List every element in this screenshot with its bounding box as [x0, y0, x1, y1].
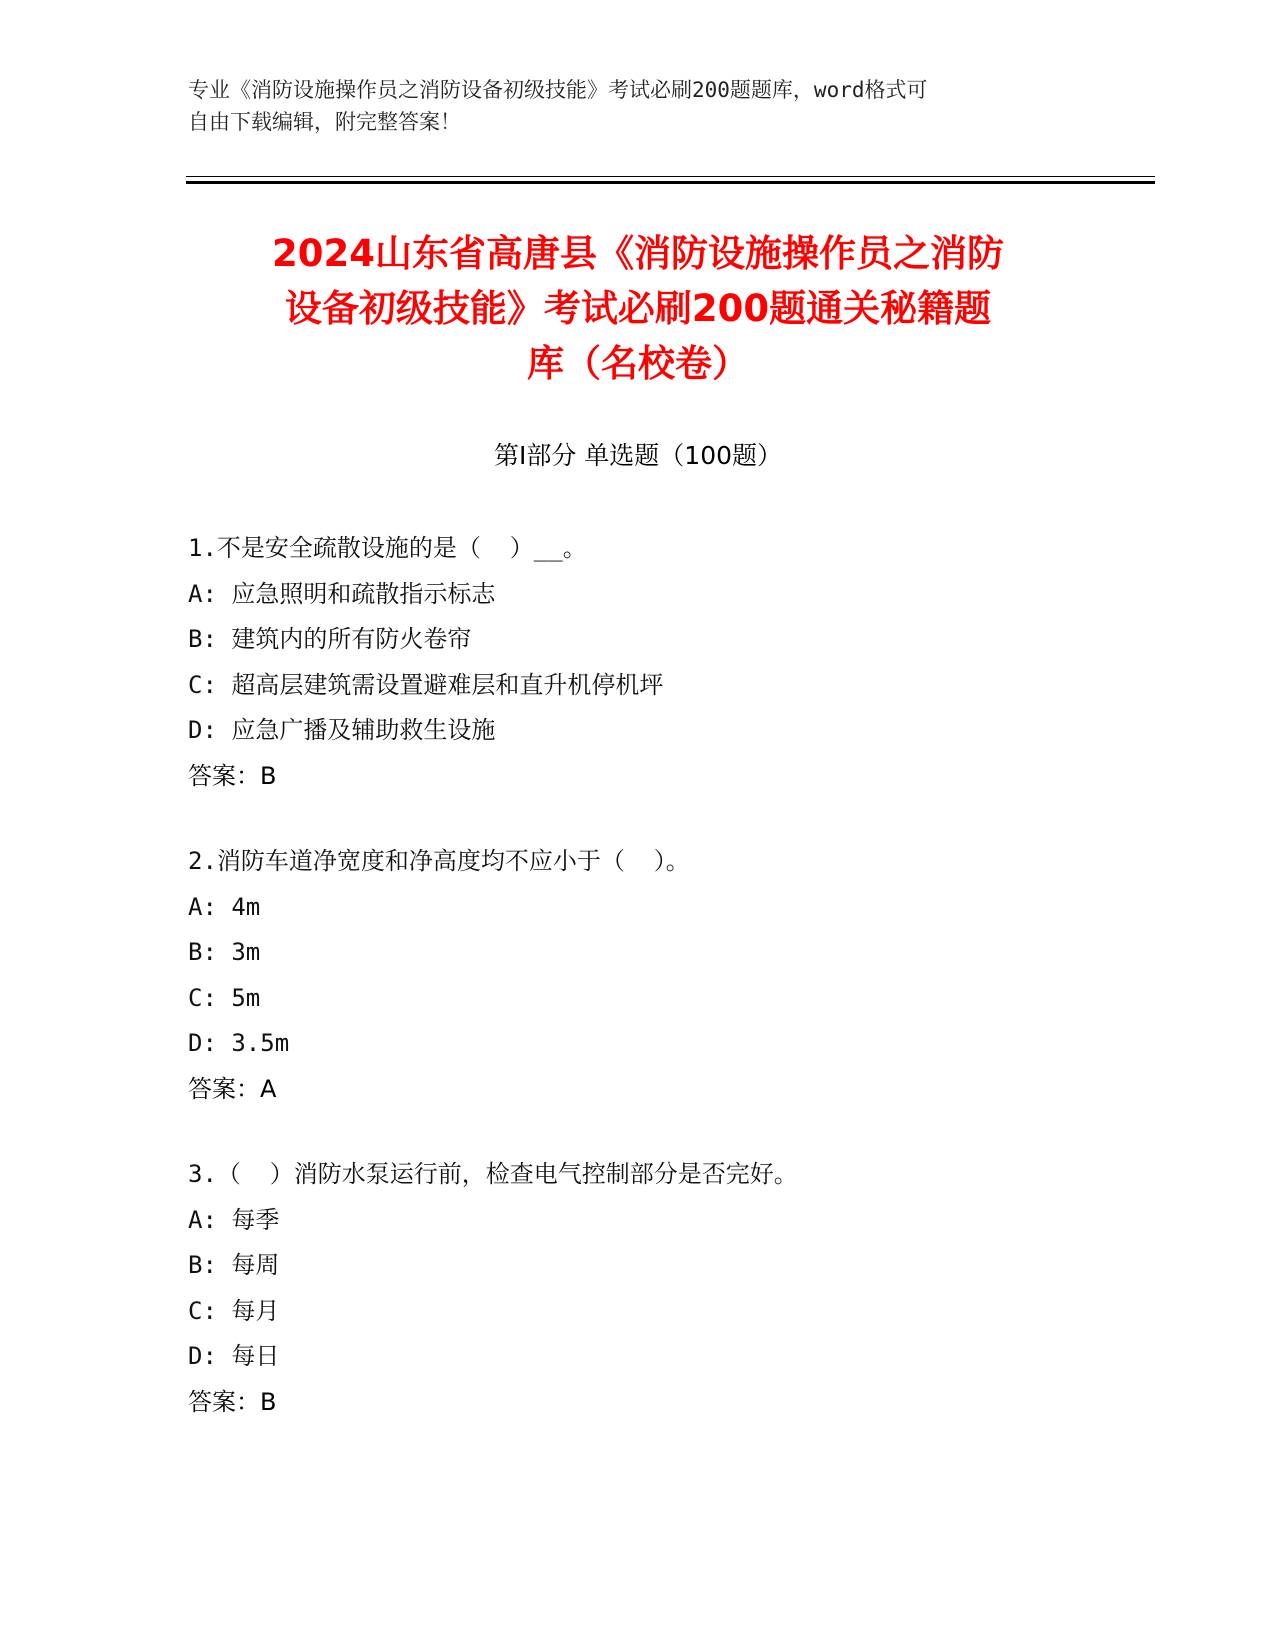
option-c: C: 超高层建筑需设置避难层和直升机停机坪	[188, 670, 664, 699]
question-2	[188, 839, 1088, 1112]
option-d: D: 每日	[188, 1342, 280, 1370]
header-note	[188, 74, 1088, 138]
answer: 答案：B	[188, 761, 277, 790]
option-d: D: 3.5m	[188, 1029, 290, 1057]
header-divider-thick	[186, 181, 1155, 184]
option-a: A: 4m	[188, 892, 261, 921]
question-stem: 1.不是安全疏散设施的是（ ）__。	[188, 534, 587, 562]
option-b: B: 每周	[188, 1251, 280, 1279]
header-note-line-1: 专业《消防设施操作员之消防设备初级技能》考试必刷200题题库，word格式可	[188, 78, 928, 102]
header-note-line-2: 自由下载编辑，附完整答案！	[188, 110, 461, 134]
question-stem: 3.（ ）消防水泵运行前，检查电气控制部分是否完好。	[188, 1160, 798, 1188]
document-title	[188, 226, 1088, 391]
question-list	[188, 526, 1088, 1465]
answer: 答案：B	[188, 1387, 277, 1416]
option-b: B: 建筑内的所有防火卷帘	[188, 625, 472, 653]
question-stem: 2.消防车道净宽度和净高度均不应小于（ ）。	[188, 847, 690, 875]
option-b: B: 3m	[188, 938, 261, 966]
option-a: A: 应急照明和疏散指示标志	[188, 579, 496, 608]
option-c: C: 每月	[188, 1296, 280, 1325]
option-a: A: 每季	[188, 1205, 280, 1234]
answer: 答案：A	[188, 1074, 277, 1103]
option-c: C: 5m	[188, 983, 261, 1012]
document-title-line-1: 2024山东省高唐县《消防设施操作员之消防	[272, 232, 1004, 275]
question-1	[188, 526, 1088, 799]
question-3	[188, 1152, 1088, 1425]
document-title-line-3: 库（名校卷）	[527, 342, 749, 385]
section-heading: 第Ⅰ部分 单选题（100题）	[493, 441, 783, 470]
header-divider-thin	[186, 176, 1155, 177]
option-d: D: 应急广播及辅助救生设施	[188, 716, 496, 744]
document-title-line-2: 设备初级技能》考试必刷200题通关秘籍题	[284, 287, 992, 330]
